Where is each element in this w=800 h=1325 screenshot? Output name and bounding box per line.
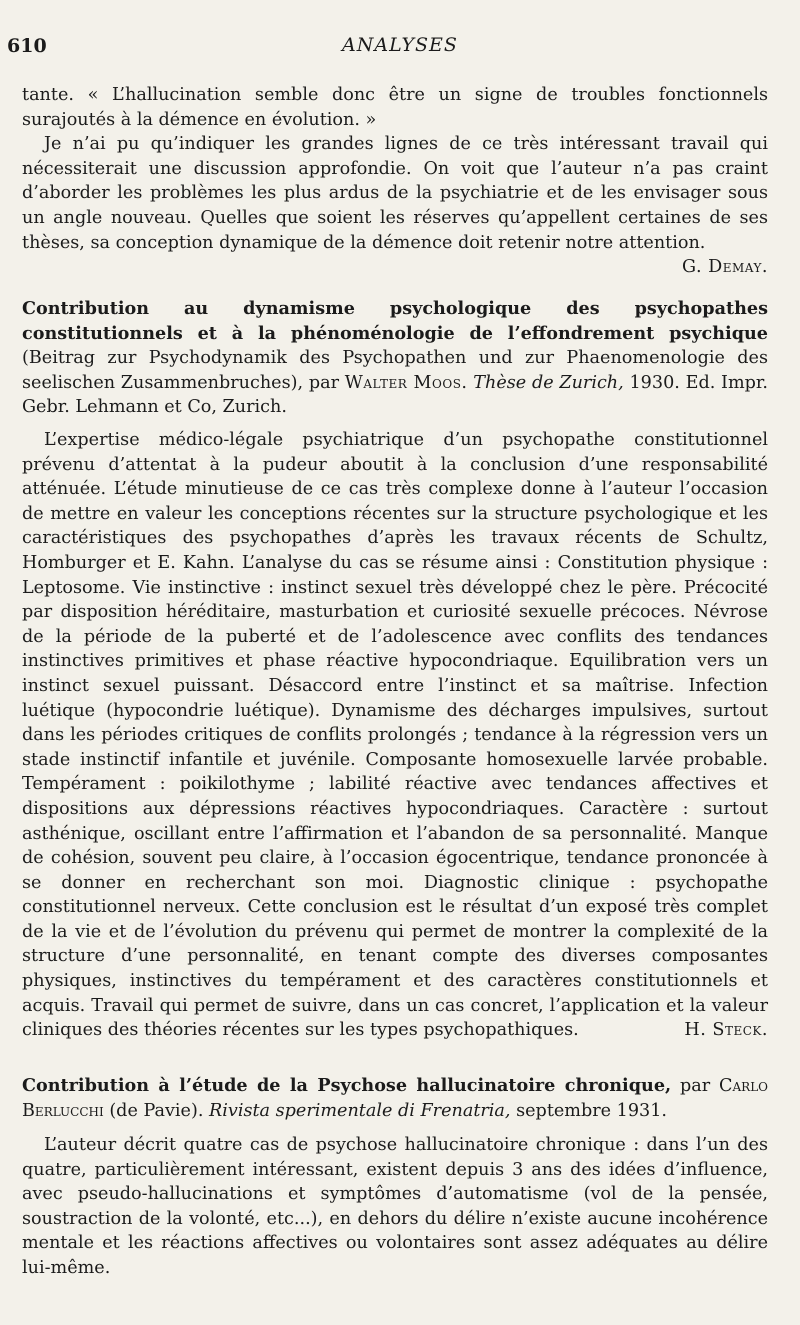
article-1-original-title: (Beitrag zur Psychodynamik des Psychopathen und zur Phaenomenologie des seelischen Zusammenbruches), par [22,348,768,393]
running-title: ANALYSES [342,34,458,56]
article-1-author: Walter Moos. [344,372,468,393]
article-1-citation [22,297,768,420]
page-number: 610 [7,35,47,57]
article-2-author-place: (de Pavie). [109,1100,204,1121]
article-1-paragraph [22,428,768,1043]
article-2-title: Contribution à l’étude de la Psychose hallucinatoire chronique, [22,1075,672,1096]
article-1-publication: 1930. Ed. Impr. Gebr. Lehmann et Co, Zurich. [22,372,769,418]
closing-paragraph-text: Je n’ai pu qu’indiquer les grandes lignes de ce très intéressant travail qui nécessiterait une discussion approfondie. On voit que l’auteur n’a pas craint d’aborder les problèmes les plus ardus de la psychiatrie et de les envisager sous un angle nouveau. Quelles que soient les réserves qu’appellent certaines de ses thèses, sa conception dynamique de la démence doit retenir notre attention. [22,134,768,253]
running-head [0,33,800,63]
continuation-text: tante. « L’hallucination semble donc être un signe de troubles fonctionnels surajoutés à la démence en évolution. » [22,85,768,130]
article-1-title: Contribution au dynamisme psychologique des psychopathes constitutionnels et à la phénoménologie de l’effondrement psychique [22,298,768,344]
previous-review-end [22,83,768,280]
article-2-body: L’auteur décrit quatre cas de psychose hallucinatoire chronique : dans l’un des quatre, particulièrement intéressant, existent depuis 3 ans des idées d’influence, avec pseudo-hallucinations et symptômes d’automatisme (vol de la pensée, soustraction de la volonté, etc...), en dehors du délire n’existe aucune incohérence mentale et les réactions affectives ou volontaires sont assez adéquates au délire lui-même. [22,1135,768,1278]
article-2-review [22,1133,768,1281]
article-2-source: Rivista sperimentale di Frenatria, [209,1100,511,1121]
article-1-signature: H. Steck. [684,1020,768,1041]
article-2-publication: septembre 1931. [516,1100,668,1121]
article-1-source: Thèse de Zurich, [473,372,624,393]
article-2-par: par [680,1076,711,1096]
article-1-heading [22,297,768,420]
article-1-review [22,428,768,1043]
article-2-citation [22,1074,768,1123]
review-closing-paragraph [22,132,768,278]
article-1-body: L’expertise médico-légale psychiatrique d’un psychopathe constitutionnel prévenu d’attentat à la pudeur aboutit à la conclusion d’une responsabilité atténuée. L’étude minutieuse de ce cas très complexe donne à l’auteur l’occasion de mettre en valeur les conceptions récentes sur la structure psychologique et les caractéristiques des psychopathes d’après les travaux récents de Schultz, Homburger et E. Kahn. L’analyse du cas se résume ainsi : Constitution physique : Leptosome. Vie instinctive : instinct sexuel très développé chez le père. Précocité par disposition héréditaire, masturbation et curiosité sexuelle précoces. Névrose de la période de la puberté et de l’adolescence avec conflits des tendances instinctives primitives et phase réactive hypocondriaque. Equilibration vers un instinct sexuel puissant. Désaccord entre l’instinct et sa maîtrise. Infection luétique (hypocondrie luétique). Dynamisme des décharges impulsives, surtout dans les périodes critiques de conflits prolongés ; tendance à la régression vers un stade instinctif infantile et juvénile. Composante homosexuelle larvée probable. Tempérament : poikilothyme ; labilité réactive avec tendances affectives et dispositions aux dépressions réactives hypocondriaques. Caractère : surtout asthénique, oscillant entre l’affirmation et l’abandon de sa personnalité. Manque de cohésion, souvent peu claire, à l’occasion égocentrique, tendance prononcée à se donner en recherchant son moi. Diagnostic clinique : psychopathe constitutionnel nerveux. Cette conclusion est le résultat d’un exposé très complet de la vie et de l’évolution du prévenu qui permet de montrer la complexité de la structure d’une personnalité, en tenant compte des diverses composantes physiques, instinctives du tempérament et des caractères constitutionnels et acquis. Travail qui permet de suivre, dans un cas concret, l’application et la valeur cliniques des théories récentes sur les types psychopathiques. [22,430,768,1041]
article-2-heading [22,1074,768,1123]
article-2-author: Carlo Berlucchi [22,1076,769,1121]
reviewer-signature: G. Demay. [682,257,768,278]
